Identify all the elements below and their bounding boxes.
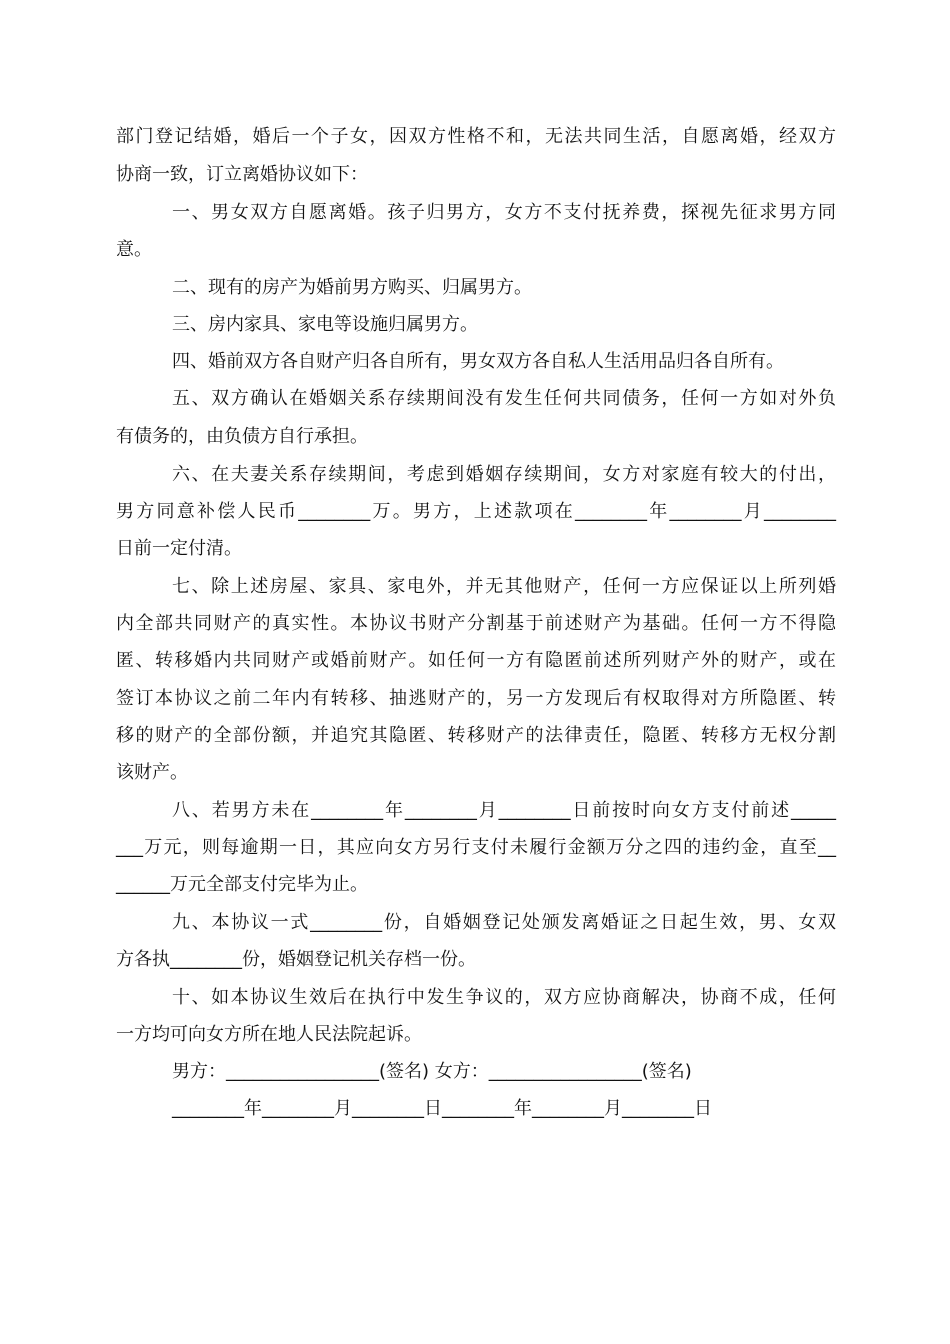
clause-4-line: 四、婚前双方各自财产归各自所有，男女双方各自私人生活用品归各自所有。 xyxy=(172,351,784,372)
clause-9-line: 方各执________份，婚姻登记机关存档一份。 xyxy=(116,949,476,970)
clause-7-line: 七、除上述房屋、家具、家电外，并无其他财产，任何一方应保证以上所列婚 xyxy=(172,576,836,597)
clause-7-line: 匿、转移婚内共同财产或婚前财产。如任何一方有隐匿前述所列财产外的财产，或在 xyxy=(116,650,836,671)
clause-6-line: 日前一定付清。 xyxy=(116,538,242,559)
clause-1-line: 意。 xyxy=(116,239,152,260)
clause-9-line: 九、本协议一式________份，自婚姻登记处颁发离婚证之日起生效，男、女双 xyxy=(172,912,836,933)
date-line: ________年________月________日________年________月________日 xyxy=(172,1098,712,1119)
clause-8-line: ______万元全部支付完毕为止。 xyxy=(116,874,368,895)
clause-3-line: 三、房内家具、家电等设施归属男方。 xyxy=(172,314,478,335)
clause-1-line: 一、男女双方自愿离婚。孩子归男方，女方不支付抚养费，探视先征求男方同 xyxy=(172,202,836,223)
signature-line: 男方：_________________(签名) 女方：_________________(签名) xyxy=(172,1061,692,1082)
text-line: 部门登记结婚，婚后一个子女，因双方性格不和，无法共同生活，自愿离婚，经双方 xyxy=(116,126,836,147)
clause-10-line: 一方均可向女方所在地人民法院起诉。 xyxy=(116,1024,422,1045)
clause-6-line: 六、在夫妻关系存续期间，考虑到婚姻存续期间，女方对家庭有较大的付出， xyxy=(172,464,836,485)
text-line: 协商一致，订立离婚协议如下： xyxy=(116,164,368,185)
clause-7-line: 移的财产的全部份额，并追究其隐匿、转移财产的法律责任，隐匿、转移方无权分割 xyxy=(116,725,836,746)
clause-7-line: 内全部共同财产的真实性。本协议书财产分割基于前述财产为基础。任何一方不得隐 xyxy=(116,613,836,634)
clause-5-line: 有债务的，由负债方自行承担。 xyxy=(116,426,368,447)
clause-8-line: ___万元，则每逾期一日，其应向女方另行支付未履行金额万分之四的违约金，直至__ xyxy=(116,837,836,858)
clause-6-line: 男方同意补偿人民币________万。男方，上述款项在________年________月________ xyxy=(116,501,836,522)
clause-10-line: 十、如本协议生效后在执行中发生争议的，双方应协商解决，协商不成，任何 xyxy=(172,987,836,1008)
clause-7-line: 该财产。 xyxy=(116,762,188,783)
clause-5-line: 五、双方确认在婚姻关系存续期间没有发生任何共同债务，任何一方如对外负 xyxy=(172,388,836,409)
clause-7-line: 签订本协议之前二年内有转移、抽逃财产的，另一方发现后有权取得对方所隐匿、转 xyxy=(116,688,836,709)
clause-2-line: 二、现有的房产为婚前男方购买、归属男方。 xyxy=(172,277,532,298)
clause-8-line: 八、若男方未在________年________月________日前按时向女方支付前述_____ xyxy=(172,800,836,821)
